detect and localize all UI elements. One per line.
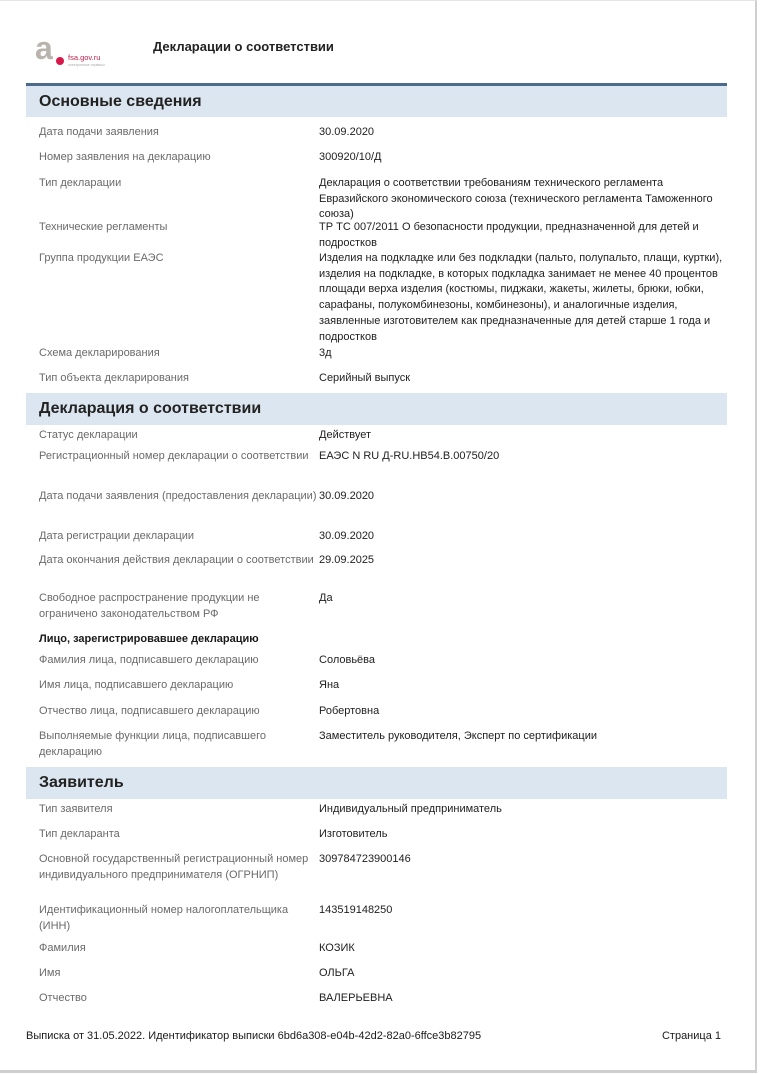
field-value: Робертовна (319, 705, 380, 717)
field-row (26, 852, 727, 903)
field-label: Технические регламенты (39, 221, 168, 233)
field-value: Индивидуальный предприниматель (319, 803, 502, 815)
field-value: Декларация о соответствии требованиям технического регламента Евразийского экономического союза (технического регламента Таможенного союза) (319, 177, 713, 221)
field-label: Имя (39, 967, 61, 979)
logo-a-icon: a (35, 30, 53, 66)
field-value: ВАЛЕРЬЕВНА (319, 992, 393, 1004)
logo-subtitle: электронные сервисы (68, 63, 105, 67)
field-value: 3д (319, 347, 332, 359)
field-value: Изготовитель (319, 828, 388, 840)
field-row (26, 729, 727, 767)
section-title: Заявитель (26, 767, 727, 799)
field-value: ТР ТС 007/2011 О безопасности продукции, предназначенной для детей и подростков (319, 221, 699, 249)
field-label: Идентификационный номер налогоплательщика (ИНН) (39, 904, 289, 932)
fsa-logo[interactable] (35, 30, 125, 74)
field-value: Яна (319, 679, 340, 691)
field-row (26, 220, 727, 251)
field-row (26, 489, 727, 529)
field-label: Фамилия (39, 942, 86, 954)
field-label: Регистрационный номер декларации о соответствии (39, 450, 309, 462)
section-declaration (26, 393, 727, 767)
field-label: Номер заявления на декларацию (39, 151, 211, 163)
subsection-title: Лицо, зарегистрировавшее декларацию (39, 633, 259, 645)
field-value: ОЛЬГА (319, 967, 355, 979)
field-row (26, 704, 727, 729)
field-row (26, 529, 727, 553)
field-label: Свободное распространение продукции не ограничено законодательством РФ (39, 592, 260, 620)
field-value: Соловьёва (319, 654, 376, 666)
page-footer (26, 1030, 721, 1042)
field-row (26, 125, 727, 150)
field-value: КОЗИК (319, 942, 355, 954)
field-row (26, 966, 727, 991)
field-value: Изделия на подкладке или без подкладки (пальто, полупальто, плащи, куртки), изделия на подкладке, в которых подкладка занимает не менее 40 процентов площади верха изделия (костюмы, пиджаки, жакеты, жилеты, брюки, юбки, сарафаны, полукомбинезоны, комбинезоны), и аналогичные изделия, заявленные изготовителем как предназначенные для детей старше 1 года и подростков (319, 252, 723, 343)
field-label: Статус декларации (39, 429, 138, 441)
field-value: Серийный выпуск (319, 372, 411, 384)
field-label: Имя лица, подписавшего декларацию (39, 679, 234, 691)
field-label: Отчество (39, 992, 87, 1004)
field-value: 30.09.2020 (319, 126, 375, 138)
status-value: Действует (319, 429, 372, 441)
page-header (26, 31, 726, 81)
field-value: 29.09.2025 (319, 554, 375, 566)
field-label: Дата регистрации декларации (39, 530, 195, 542)
field-row (26, 553, 727, 591)
field-row (26, 991, 727, 1013)
page-number: Страница 1 (661, 1030, 721, 1042)
section-applicant (26, 767, 727, 1013)
field-row (26, 251, 727, 346)
field-row (26, 449, 727, 489)
field-row (26, 827, 727, 852)
section-title: Основные сведения (26, 83, 727, 117)
field-value: 30.09.2020 (319, 490, 375, 502)
field-value: Да (319, 592, 333, 604)
field-label: Тип декларации (39, 177, 122, 189)
field-row (26, 941, 727, 966)
field-label: Отчество лица, подписавшего декларацию (39, 705, 260, 717)
field-row (26, 653, 727, 678)
field-value: 143519148250 (319, 904, 393, 916)
field-label: Дата подачи заявления (39, 126, 159, 138)
field-label: Основной государственный регистрационный номер индивидуального предпринимателя (ОГРНИП) (39, 853, 309, 881)
field-row (26, 591, 727, 631)
field-label: Схема декларирования (39, 347, 160, 359)
field-label: Дата окончания действия декларации о соответствии (39, 554, 314, 566)
field-label: Группа продукции ЕАЭС (39, 252, 164, 264)
field-value: ЕАЭС N RU Д-RU.НВ54.В.00750/20 (319, 450, 500, 462)
extract-info: Выписка от 31.05.2022. Идентификатор выписки 6bd6a308-e04b-42d2-82a0-6ffce3b82795 (26, 1030, 482, 1042)
field-row (26, 903, 727, 941)
field-value: 30.09.2020 (319, 530, 375, 542)
field-value: 300920/10/Д (319, 151, 382, 163)
field-row (26, 428, 727, 449)
field-row (26, 802, 727, 827)
field-label: Фамилия лица, подписавшего декларацию (39, 654, 259, 666)
logo-site-text: fsa.gov.ru (68, 53, 101, 62)
section-title: Декларация о соответствии (26, 393, 727, 425)
section-main-info (26, 83, 727, 393)
field-row (26, 176, 727, 220)
field-row (26, 346, 727, 371)
field-row (26, 678, 727, 704)
field-row (26, 371, 727, 393)
field-value: Заместитель руководителя, Эксперт по сертификации (319, 730, 598, 742)
document-content (26, 83, 727, 1013)
field-label: Тип объекта декларирования (39, 372, 189, 384)
field-label: Выполняемые функции лица, подписавшего декларацию (39, 730, 266, 758)
page-title: Декларации о соответствии (153, 39, 334, 54)
logo-dot-icon (56, 57, 64, 65)
field-label: Тип декларанта (39, 828, 120, 840)
field-label: Тип заявителя (39, 803, 113, 815)
field-value: 309784723900146 (319, 853, 411, 865)
field-row (26, 150, 727, 176)
field-label: Дата подачи заявления (предоставления декларации) (39, 490, 317, 502)
